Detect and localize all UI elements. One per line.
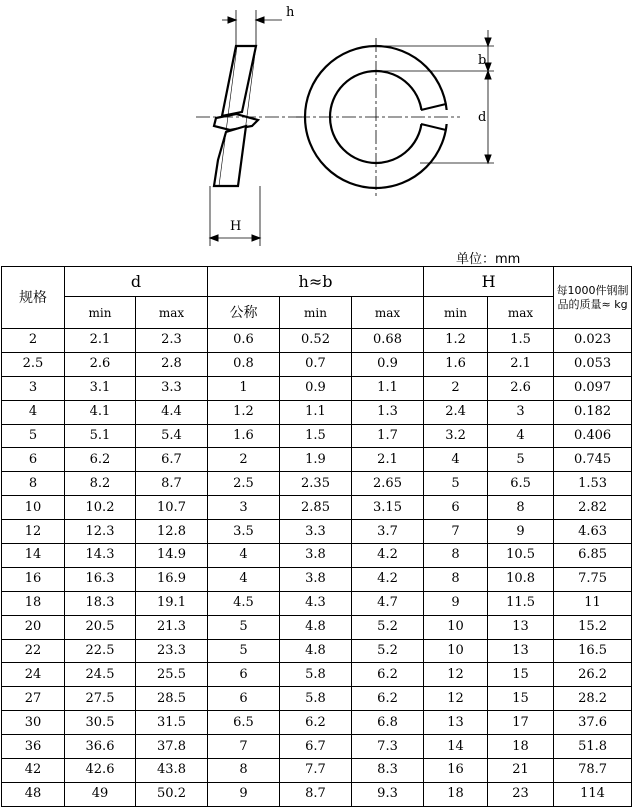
- header-weight: 每1000件钢制品的质量≈ kg: [554, 267, 632, 329]
- table-cell: 24: [2, 663, 65, 687]
- table-cell: 22: [2, 639, 65, 663]
- table-cell: 8: [488, 496, 554, 520]
- table-cell: 4: [2, 400, 65, 424]
- header-d-min: min: [65, 297, 136, 329]
- table-cell: 4: [208, 567, 280, 591]
- table-cell: 4.7: [352, 591, 424, 615]
- table-row: [2, 782, 632, 806]
- table-cell: 2.6: [65, 352, 136, 376]
- table-cell: 7: [424, 520, 488, 544]
- table-cell: 36.6: [65, 735, 136, 759]
- table-cell: 5: [208, 639, 280, 663]
- dim-label-h: h: [286, 5, 295, 20]
- table-cell: 0.097: [554, 376, 632, 400]
- table-cell: 28.2: [554, 687, 632, 711]
- table-cell: 6: [424, 496, 488, 520]
- table-cell: 11.5: [488, 591, 554, 615]
- table-cell: 3.8: [280, 544, 352, 568]
- table-cell: 3.3: [280, 520, 352, 544]
- table-cell: 1.6: [424, 352, 488, 376]
- table-cell: 3: [208, 496, 280, 520]
- table-cell: 6.8: [352, 711, 424, 735]
- table-cell: 0.053: [554, 352, 632, 376]
- table-cell: 4: [424, 448, 488, 472]
- table-cell: 4.1: [65, 400, 136, 424]
- table-cell: 13: [488, 639, 554, 663]
- table-cell: 5: [488, 448, 554, 472]
- table-cell: 3.7: [352, 520, 424, 544]
- table-cell: 21: [488, 759, 554, 783]
- header-spec: 规格: [2, 267, 65, 329]
- table-row: [2, 687, 632, 711]
- table-cell: 5: [208, 615, 280, 639]
- table-cell: 6.2: [280, 711, 352, 735]
- table-cell: 1.5: [488, 329, 554, 353]
- table-row: [2, 376, 632, 400]
- table-cell: 6: [208, 687, 280, 711]
- table-cell: 1.9: [280, 448, 352, 472]
- table-cell: 0.9: [352, 352, 424, 376]
- table-row: [2, 352, 632, 376]
- table-cell: 6.7: [136, 448, 208, 472]
- table-cell: 8: [424, 567, 488, 591]
- table-cell: 12.3: [65, 520, 136, 544]
- table-cell: 42: [2, 759, 65, 783]
- table-cell: 2.65: [352, 472, 424, 496]
- table-cell: 8: [208, 759, 280, 783]
- table-cell: 4: [488, 424, 554, 448]
- table-cell: 2.4: [424, 400, 488, 424]
- table-cell: 2.5: [208, 472, 280, 496]
- table-cell: 19.1: [136, 591, 208, 615]
- table-cell: 36: [2, 735, 65, 759]
- table-cell: 10: [424, 615, 488, 639]
- table-cell: 18.3: [65, 591, 136, 615]
- table-row: [2, 639, 632, 663]
- table-cell: 27.5: [65, 687, 136, 711]
- washer-side-view: [196, 46, 306, 186]
- table-cell: 16: [2, 567, 65, 591]
- table-cell: 28.5: [136, 687, 208, 711]
- table-cell: 2.1: [65, 329, 136, 353]
- table-cell: 2.5: [2, 352, 65, 376]
- table-cell: 2.6: [488, 376, 554, 400]
- table-cell: 0.52: [280, 329, 352, 353]
- table-cell: 37.8: [136, 735, 208, 759]
- header-hb-min: min: [280, 297, 352, 329]
- table-cell: 6.5: [208, 711, 280, 735]
- table-cell: 4.4: [136, 400, 208, 424]
- table-cell: 5.8: [280, 687, 352, 711]
- table-cell: 3: [488, 400, 554, 424]
- table-cell: 5.2: [352, 615, 424, 639]
- table-cell: 8: [424, 544, 488, 568]
- table-cell: 18: [2, 591, 65, 615]
- table-cell: 30.5: [65, 711, 136, 735]
- table-cell: 6.85: [554, 544, 632, 568]
- table-cell: 2.85: [280, 496, 352, 520]
- table-cell: 6.2: [352, 687, 424, 711]
- table-cell: 23.3: [136, 639, 208, 663]
- table-cell: 6: [208, 663, 280, 687]
- table-row: [2, 400, 632, 424]
- table-row: [2, 544, 632, 568]
- table-cell: 1: [208, 376, 280, 400]
- table-cell: 5.4: [136, 424, 208, 448]
- table-row: [2, 448, 632, 472]
- table-cell: 3.3: [136, 376, 208, 400]
- table-cell: 49: [65, 782, 136, 806]
- table-cell: 27: [2, 687, 65, 711]
- table-cell: 0.7: [280, 352, 352, 376]
- table-cell: 7: [208, 735, 280, 759]
- table-cell: 0.745: [554, 448, 632, 472]
- header-hb: h≈b: [208, 267, 424, 297]
- table-cell: 24.5: [65, 663, 136, 687]
- table-cell: 2.1: [352, 448, 424, 472]
- table-row: [2, 567, 632, 591]
- table-cell: 3.2: [424, 424, 488, 448]
- table-cell: 20.5: [65, 615, 136, 639]
- table-row: [2, 615, 632, 639]
- table-cell: 4.5: [208, 591, 280, 615]
- header-H: H: [424, 267, 554, 297]
- table-cell: 1.2: [424, 329, 488, 353]
- table-cell: 22.5: [65, 639, 136, 663]
- table-cell: 0.8: [208, 352, 280, 376]
- table-cell: 0.406: [554, 424, 632, 448]
- table-cell: 48: [2, 782, 65, 806]
- table-cell: 4.2: [352, 544, 424, 568]
- table-cell: 1.1: [280, 400, 352, 424]
- table-cell: 18: [424, 782, 488, 806]
- header-d-max: max: [136, 297, 208, 329]
- table-row: [2, 663, 632, 687]
- table-cell: 16: [424, 759, 488, 783]
- spring-washer-spec-table: [1, 266, 632, 807]
- table-row: [2, 711, 632, 735]
- table-cell: 4.63: [554, 520, 632, 544]
- table-cell: 3: [2, 376, 65, 400]
- table-cell: 16.9: [136, 567, 208, 591]
- table-cell: 4.8: [280, 615, 352, 639]
- table-row: [2, 472, 632, 496]
- table-cell: 14.9: [136, 544, 208, 568]
- table-cell: 5: [424, 472, 488, 496]
- header-H-min: min: [424, 297, 488, 329]
- table-cell: 13: [424, 711, 488, 735]
- table-cell: 42.6: [65, 759, 136, 783]
- table-cell: 0.9: [280, 376, 352, 400]
- table-cell: 21.3: [136, 615, 208, 639]
- table-cell: 1.3: [352, 400, 424, 424]
- table-cell: 6: [2, 448, 65, 472]
- table-cell: 6.2: [65, 448, 136, 472]
- table-cell: 6.7: [280, 735, 352, 759]
- table-cell: 25.5: [136, 663, 208, 687]
- table-cell: 15.2: [554, 615, 632, 639]
- table-cell: 9: [424, 591, 488, 615]
- dim-label-b: b: [478, 53, 487, 68]
- table-cell: 5: [2, 424, 65, 448]
- table-cell: 12: [424, 687, 488, 711]
- table-cell: 7.3: [352, 735, 424, 759]
- table-cell: 0.6: [208, 329, 280, 353]
- table-cell: 12.8: [136, 520, 208, 544]
- table-cell: 4.8: [280, 639, 352, 663]
- table-cell: 3.5: [208, 520, 280, 544]
- table-cell: 0.182: [554, 400, 632, 424]
- table-cell: 5.2: [352, 639, 424, 663]
- table-cell: 6.5: [488, 472, 554, 496]
- table-cell: 14.3: [65, 544, 136, 568]
- table-cell: 10.5: [488, 544, 554, 568]
- header-d: d: [65, 267, 208, 297]
- table-cell: 8.7: [280, 782, 352, 806]
- table-cell: 16.5: [554, 639, 632, 663]
- table-cell: 13: [488, 615, 554, 639]
- table-body: [2, 329, 632, 807]
- table-cell: 7.75: [554, 567, 632, 591]
- table-cell: 1.1: [352, 376, 424, 400]
- table-cell: 20: [2, 615, 65, 639]
- dim-label-d: d: [478, 110, 487, 125]
- table-cell: 9.3: [352, 782, 424, 806]
- table-cell: 1.7: [352, 424, 424, 448]
- table-cell: 1.53: [554, 472, 632, 496]
- table-cell: 15: [488, 687, 554, 711]
- table-cell: 31.5: [136, 711, 208, 735]
- table-cell: 23: [488, 782, 554, 806]
- unit-label: 单位：mm: [456, 252, 521, 267]
- table-cell: 6.2: [352, 663, 424, 687]
- table-cell: 11: [554, 591, 632, 615]
- table-cell: 8.2: [65, 472, 136, 496]
- table-cell: 1.5: [280, 424, 352, 448]
- table-cell: 10.2: [65, 496, 136, 520]
- table-cell: 12: [424, 663, 488, 687]
- table-cell: 37.6: [554, 711, 632, 735]
- table-cell: 12: [2, 520, 65, 544]
- table-cell: 15: [488, 663, 554, 687]
- table-cell: 1.2: [208, 400, 280, 424]
- table-row: [2, 759, 632, 783]
- table-cell: 2: [208, 448, 280, 472]
- table-cell: 10.7: [136, 496, 208, 520]
- table-cell: 8: [2, 472, 65, 496]
- table-cell: 8.3: [352, 759, 424, 783]
- table-row: [2, 329, 632, 353]
- table-cell: 9: [208, 782, 280, 806]
- table-cell: 2.82: [554, 496, 632, 520]
- table-cell: 4: [208, 544, 280, 568]
- table-cell: 10.8: [488, 567, 554, 591]
- table-cell: 14: [424, 735, 488, 759]
- table-cell: 8.7: [136, 472, 208, 496]
- table-cell: 18: [488, 735, 554, 759]
- table-cell: 78.7: [554, 759, 632, 783]
- table-cell: 2.1: [488, 352, 554, 376]
- table-cell: 16.3: [65, 567, 136, 591]
- table-cell: 51.8: [554, 735, 632, 759]
- table-cell: 4.2: [352, 567, 424, 591]
- table-cell: 5.8: [280, 663, 352, 687]
- table-cell: 0.68: [352, 329, 424, 353]
- table-cell: 2: [424, 376, 488, 400]
- table-cell: 10: [2, 496, 65, 520]
- table-row: [2, 496, 632, 520]
- table-cell: 7.7: [280, 759, 352, 783]
- table-cell: 2.3: [136, 329, 208, 353]
- table-cell: 1.6: [208, 424, 280, 448]
- table-cell: 26.2: [554, 663, 632, 687]
- table-cell: 5.1: [65, 424, 136, 448]
- table-cell: 50.2: [136, 782, 208, 806]
- table-cell: 114: [554, 782, 632, 806]
- table-cell: 3.8: [280, 567, 352, 591]
- table-cell: 3.1: [65, 376, 136, 400]
- table-row: [2, 591, 632, 615]
- dim-label-H: H: [230, 219, 242, 234]
- header-H-max: max: [488, 297, 554, 329]
- table-row: [2, 735, 632, 759]
- spring-washer-drawing: [0, 0, 632, 262]
- table-row: [2, 424, 632, 448]
- table-cell: 2: [2, 329, 65, 353]
- table-cell: 3.15: [352, 496, 424, 520]
- table-cell: 2.8: [136, 352, 208, 376]
- header-hb-nominal: 公称: [208, 297, 280, 329]
- table-cell: 2.35: [280, 472, 352, 496]
- table-cell: 0.023: [554, 329, 632, 353]
- table-cell: 14: [2, 544, 65, 568]
- table-cell: 10: [424, 639, 488, 663]
- table-cell: 30: [2, 711, 65, 735]
- table-row: [2, 520, 632, 544]
- table-cell: 17: [488, 711, 554, 735]
- washer-top-view: [296, 38, 460, 196]
- table-cell: 43.8: [136, 759, 208, 783]
- table-cell: 9: [488, 520, 554, 544]
- header-hb-max: max: [352, 297, 424, 329]
- table-cell: 4.3: [280, 591, 352, 615]
